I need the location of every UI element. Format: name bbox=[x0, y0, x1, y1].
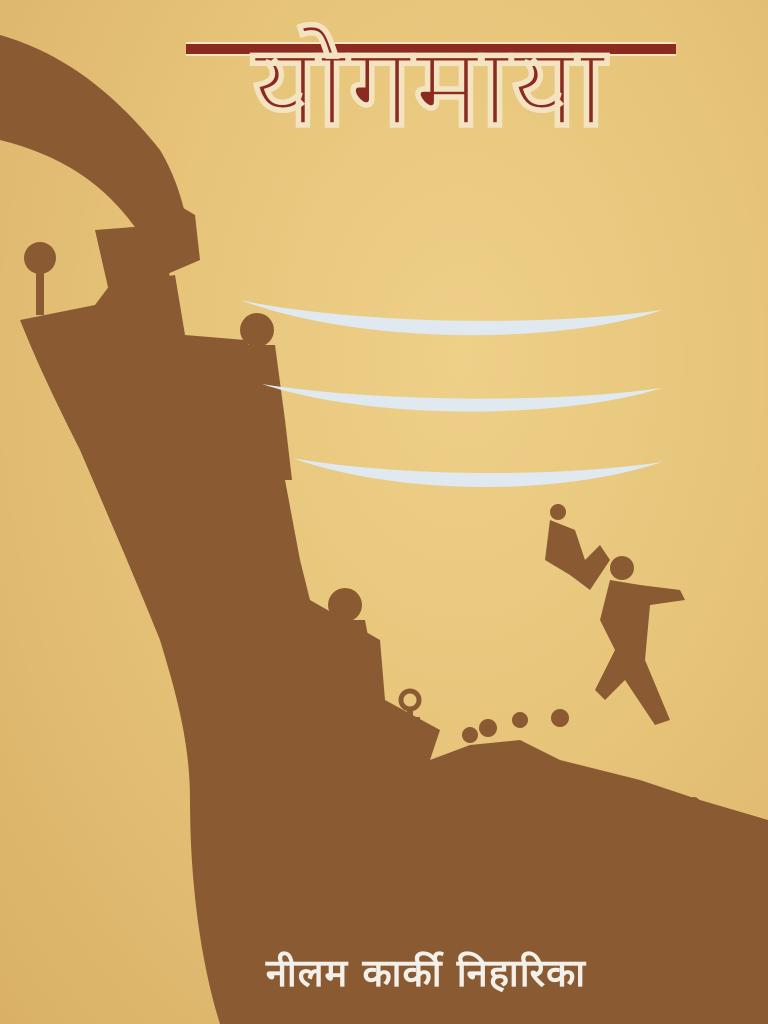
jumping-figure-2-head bbox=[610, 556, 634, 580]
crowd-head-4 bbox=[551, 709, 569, 727]
author-name: नीलम कार्की निहारिका bbox=[265, 951, 587, 995]
silhouette-head-1 bbox=[240, 313, 274, 347]
crowd-head-2 bbox=[479, 719, 497, 737]
crowd-head-3 bbox=[512, 712, 528, 728]
crowd-head-6 bbox=[688, 797, 700, 809]
jumping-figure-1-head bbox=[550, 504, 566, 520]
slash-mark-1 bbox=[240, 300, 662, 335]
jumping-figure-1 bbox=[545, 520, 610, 590]
jumping-figure-2 bbox=[595, 580, 685, 725]
silhouette-head-2 bbox=[328, 588, 362, 622]
silhouette-figure-2 bbox=[325, 620, 380, 705]
silhouette-tower bbox=[20, 275, 768, 1024]
silhouette-knob-top-left bbox=[24, 242, 56, 274]
crowd-head-1 bbox=[462, 727, 478, 743]
crowd-head-5 bbox=[672, 794, 684, 806]
book-title: योगमाया bbox=[252, 22, 608, 152]
venus-symbol-bar bbox=[400, 717, 420, 722]
slash-mark-2 bbox=[262, 384, 662, 412]
slash-mark-3 bbox=[292, 458, 662, 487]
venus-symbol-ring bbox=[401, 691, 419, 709]
silhouette-knob-stem bbox=[36, 270, 44, 315]
